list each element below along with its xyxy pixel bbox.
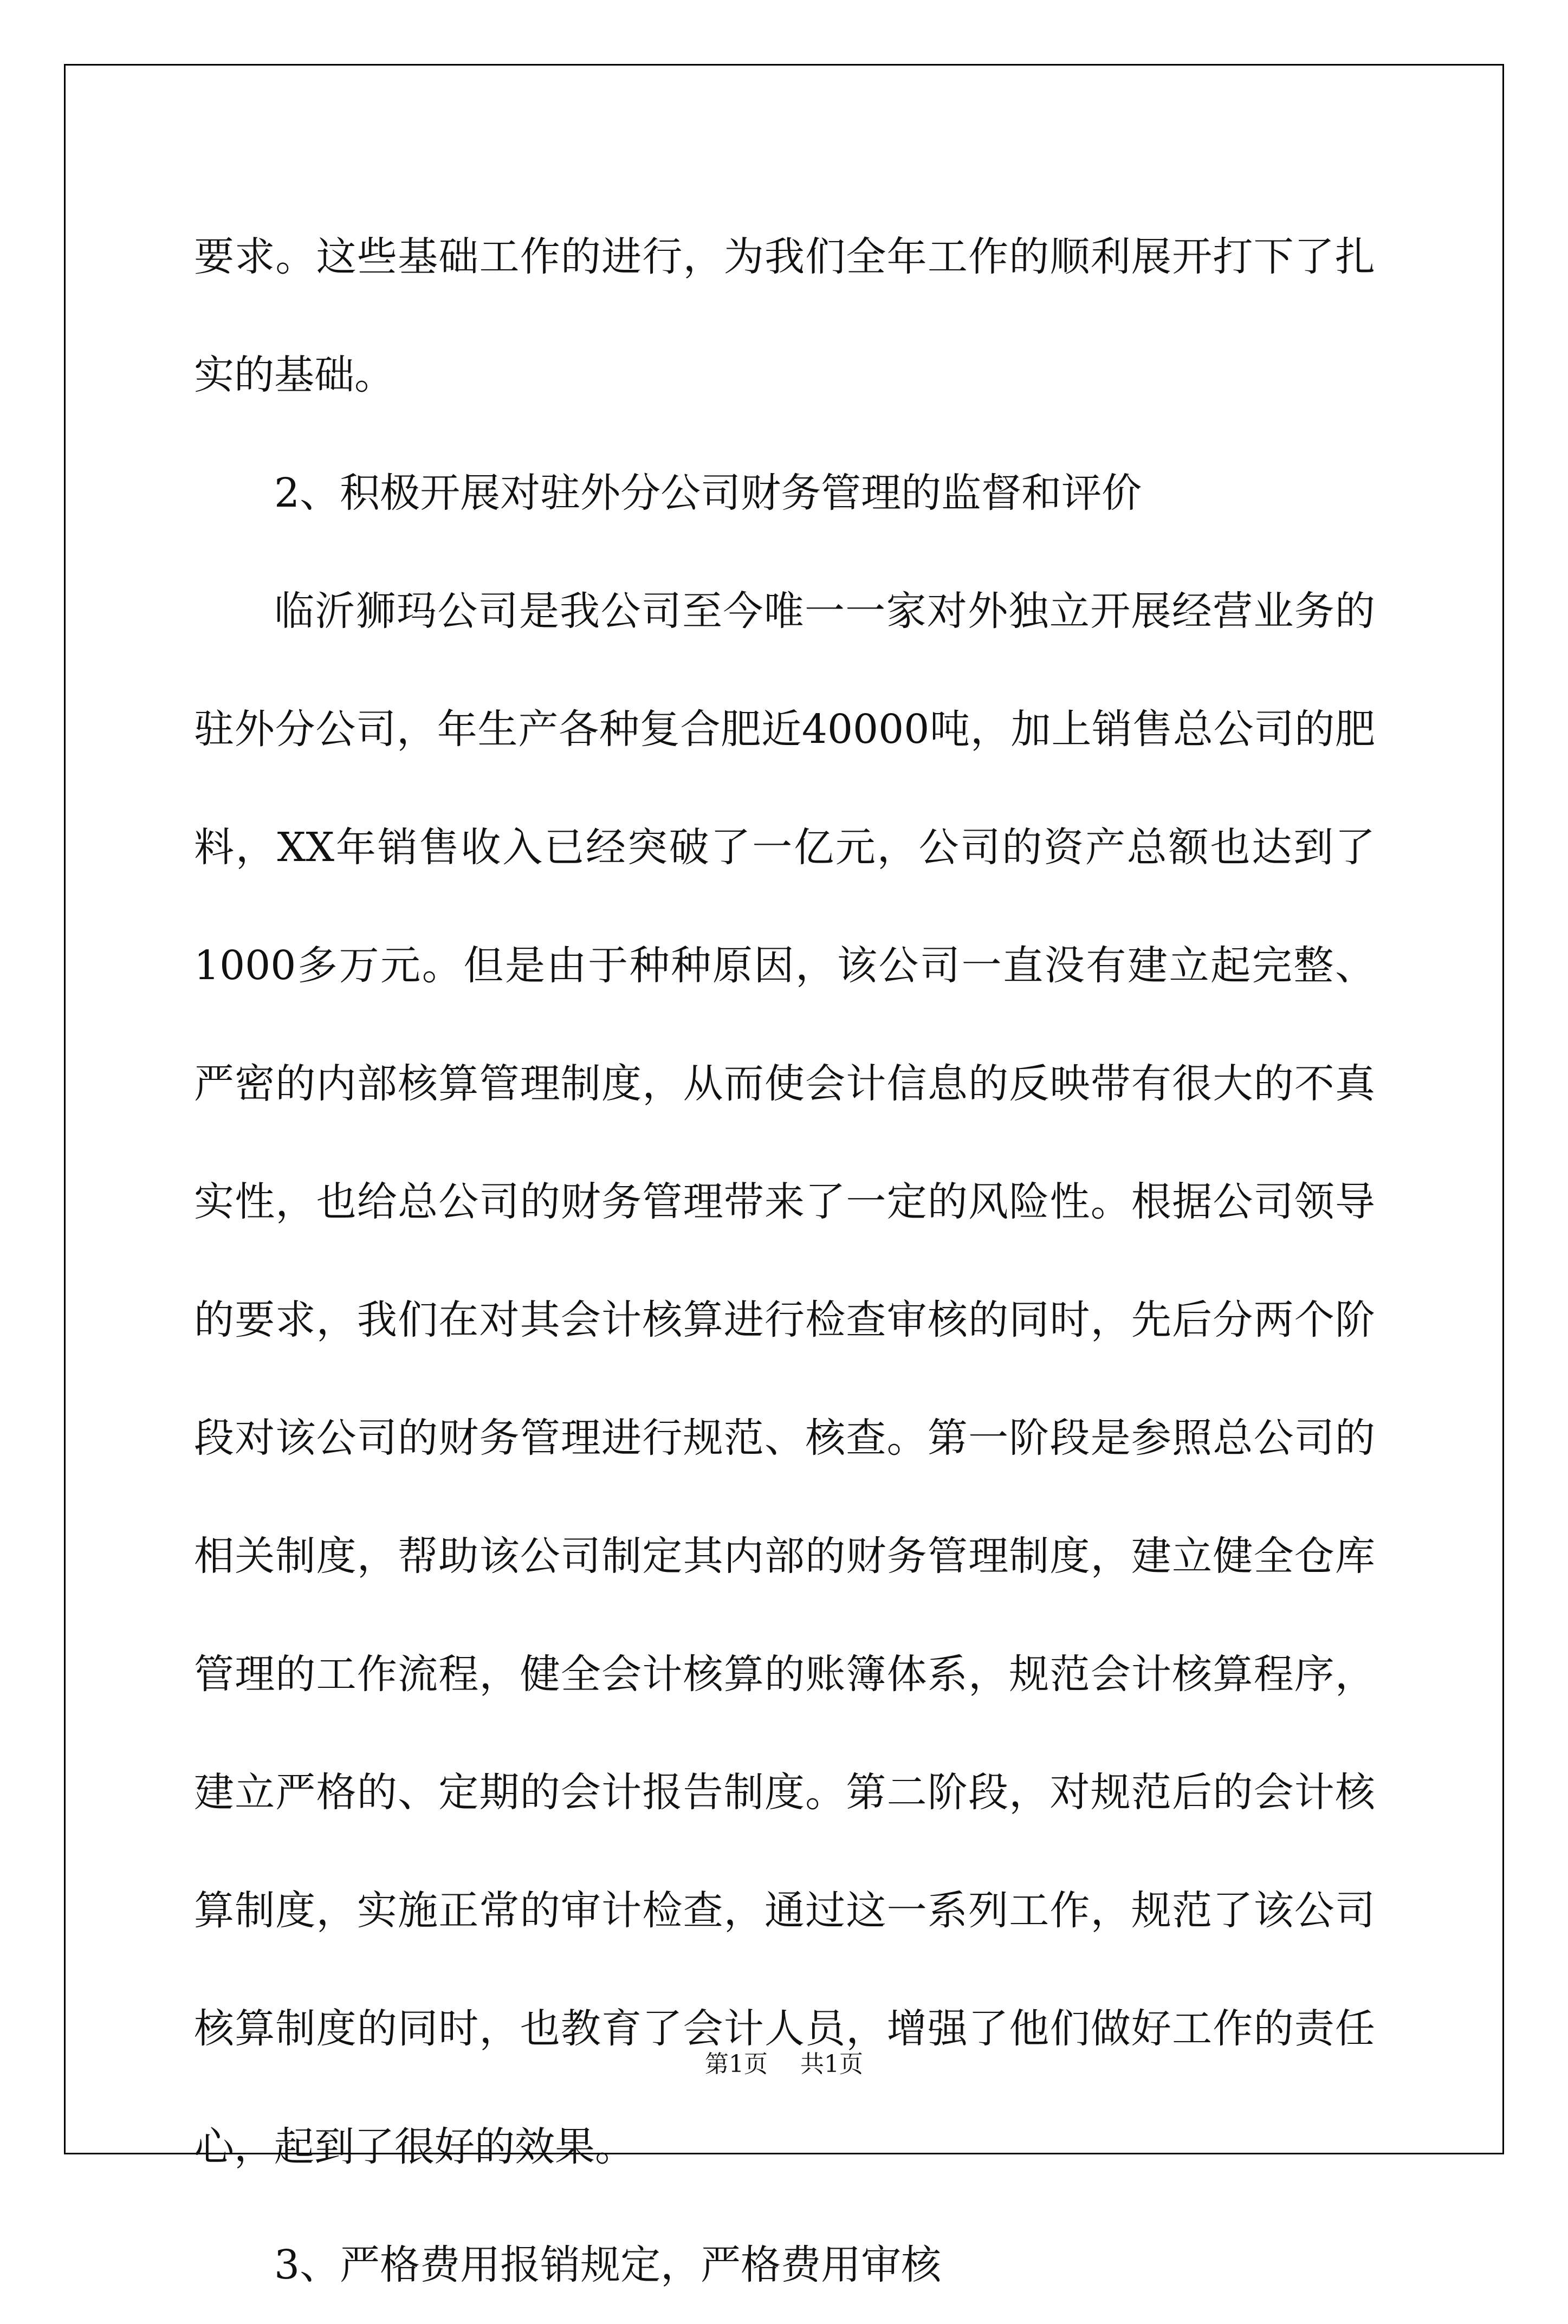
paragraph-continuation: 要求。这些基础工作的进行，为我们全年工作的顺利展开打下了扎实的基础。 bbox=[194, 234, 1375, 398]
page-total: 共1页 bbox=[800, 2050, 863, 2078]
page-number: 第1页 bbox=[705, 2050, 768, 2078]
document-body bbox=[194, 198, 1375, 2324]
section-heading-2: 2、积极开展对驻外分公司财务管理的监督和评价 bbox=[274, 470, 1142, 516]
paragraph-linyi-shima: 临沂狮玛公司是我公司至今唯一一家对外独立开展经营业务的驻外分公司，年生产各种复合肥近40000吨，加上销售总公司的肥料，XX年销售收入已经突破了一亿元，公司的资产总额也达到了1000多万元。但是由于种种原因，该公司一直没有建立起完整、严密的内部核算管理制度，从而使会计信息的反映带有很大的不真实性，也给总公司的财务管理带来了一定的风险性。根据公司领导的要求，我们在对其会计核算进行检查审核的同时，先后分两个阶段对该公司的财务管理进行规范、核查。第一阶段是参照总公司的相关制度，帮助该公司制定其内部的财务管理制度，建立健全仓库管理的工作流程，健全会计核算的账簿体系，规范会计核算程序，建立严格的、定期的会计报告制度。第二阶段，对规范后的会计核算制度，实施正常的审计检查，通过这一系列工作，规范了该公司核算制度的同时，也教育了会计人员，增强了他们做好工作的责任心，起到了很好的效果。 bbox=[194, 588, 1375, 2170]
section-heading-3: 3、严格费用报销规定，严格费用审核 bbox=[274, 2242, 942, 2288]
page-footer bbox=[0, 2048, 1568, 2081]
